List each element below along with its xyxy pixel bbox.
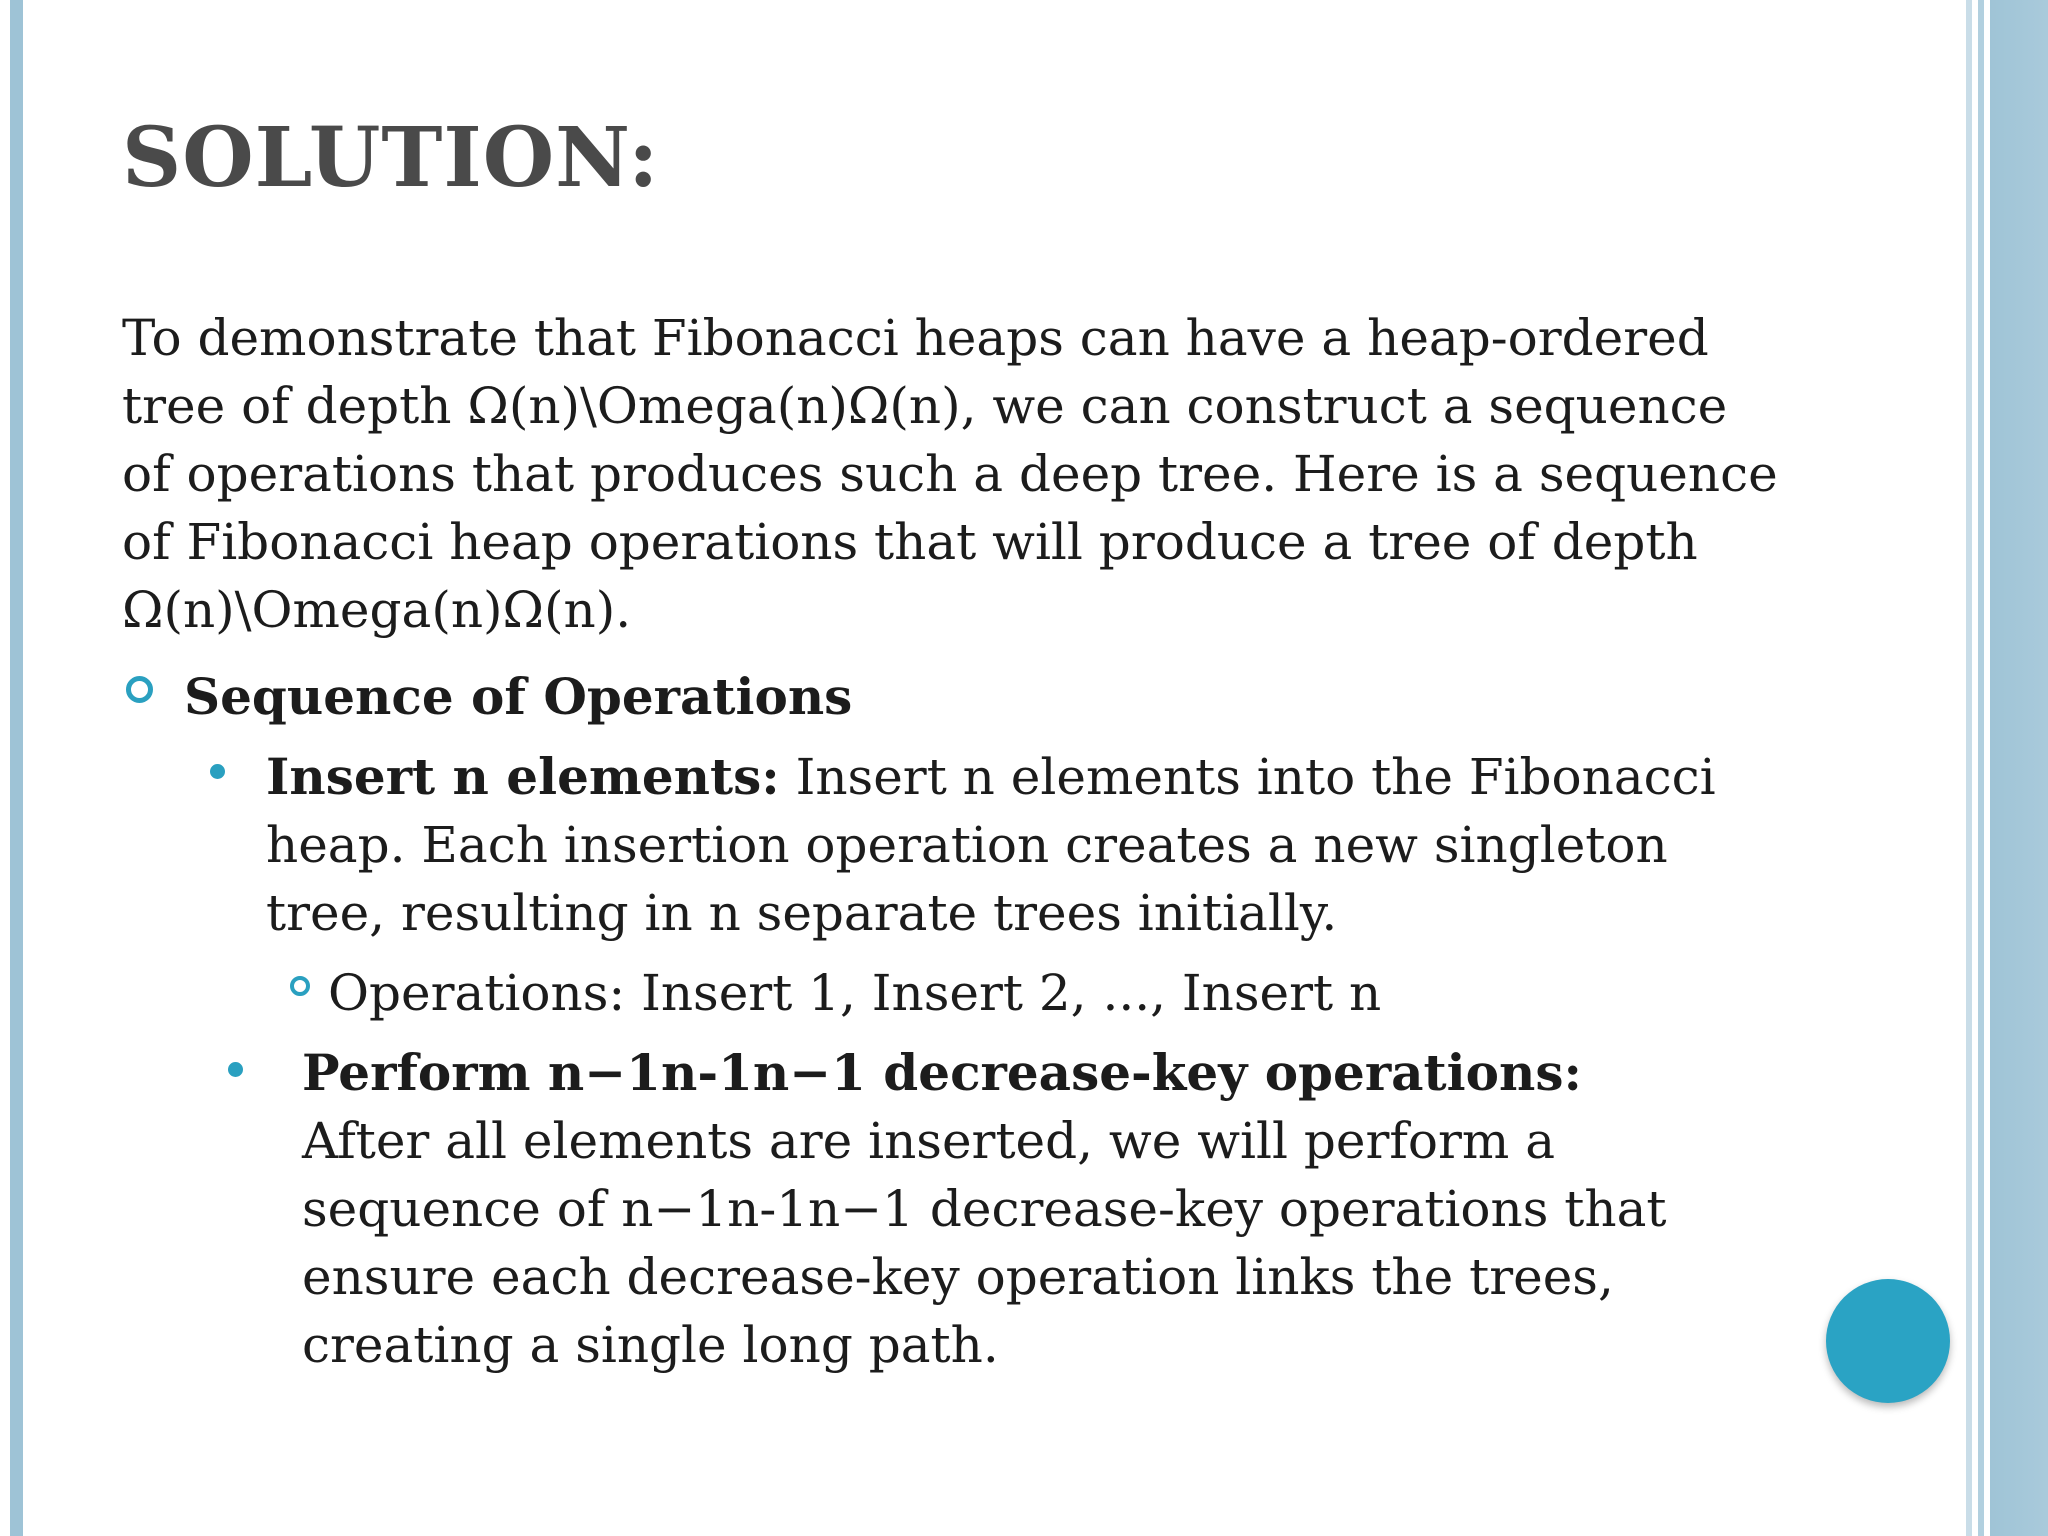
right-decorative-stripes (1958, 0, 2048, 1536)
dot-bullet-icon (210, 764, 225, 779)
intro-paragraph: To demonstrate that Fibonacci heaps can have a heap-ordered tree of depth Ω(n)\Omega(n)Ω(n), we can construct a sequence of operations that produces such a deep tree. Here is a sequence of Fibonacci heap operations that will produce a tree of depth Ω(n)\Omega(n)Ω(n). (122, 309, 1778, 639)
left-accent-bar (10, 0, 23, 1536)
hollow-circle-icon (126, 676, 153, 703)
sub-item-operations: Operations: Insert 1, Insert 2, ..., Insert n (328, 964, 1382, 1022)
hollow-circle-icon (290, 976, 310, 996)
item-text: Insert n elements into the Fibonacci heap. Each insertion operation creates a new singleton tree, resulting in n separate trees initially. (266, 748, 1716, 942)
slide-title: SOLUTION: (122, 110, 660, 206)
item-label: Insert n elements: (266, 747, 780, 806)
item-label: Perform n−1n-1n−1 decrease-key operations: (302, 1043, 1582, 1102)
list-item-decrease-key (302, 1039, 1742, 1379)
circle-button[interactable] (1826, 1279, 1950, 1403)
list-item-insert (266, 743, 1746, 947)
dot-bullet-icon (228, 1062, 243, 1077)
item-text: After all elements are inserted, we will perform a sequence of n−1n-1n−1 decrease-key operations that ensure each decrease-key operation links the trees, creating a single long path. (302, 1112, 1667, 1374)
section-heading: Sequence of Operations (184, 667, 853, 726)
